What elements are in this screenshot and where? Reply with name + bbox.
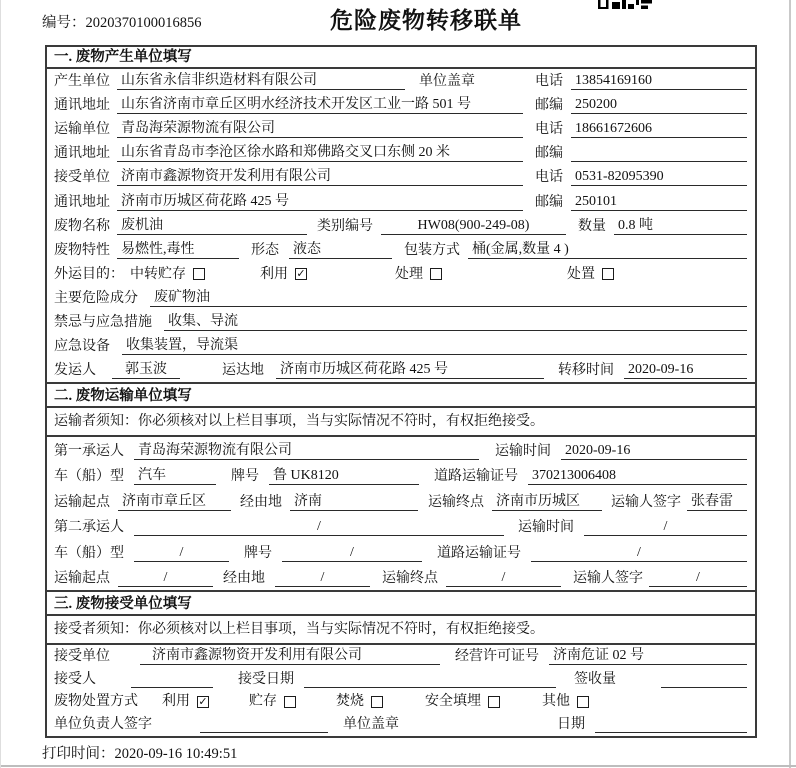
second-route-row xyxy=(47,565,755,591)
receiver-phone-value: 0531-82095390 xyxy=(571,168,747,186)
plate-value: 鲁 UK8120 xyxy=(269,467,419,485)
route-via-value: 济南 xyxy=(290,493,418,511)
producer-address-value: 山东省济南市章丘区明水经济技术开发区工业一路 501 号 xyxy=(117,96,523,114)
disposal-reuse-label: 利用 xyxy=(162,694,190,710)
first-carrier-label: 第一承运人 xyxy=(54,443,124,459)
second-carrier-row xyxy=(47,514,755,540)
route-start-label: 运输起点 xyxy=(54,494,110,510)
disposal-store-checkbox-icon xyxy=(284,696,296,708)
sign-date-label: 日期 xyxy=(557,716,585,732)
receiver-row xyxy=(47,165,755,189)
destination-value: 济南市历城区荷花路 425 号 xyxy=(276,361,544,379)
waste-pack-label: 包装方式 xyxy=(404,242,460,258)
producer-address-row xyxy=(47,93,755,117)
purpose-reuse-checkbox-icon: ✓ xyxy=(296,268,306,281)
license-value: 济南危证 02 号 xyxy=(549,647,747,665)
producer-phone-label: 电话 xyxy=(535,74,563,90)
receiver-zip-label: 邮编 xyxy=(535,194,563,210)
transport-time2-value: / xyxy=(584,518,747,536)
transfer-time-label: 转移时间 xyxy=(558,363,614,379)
accept-person-value xyxy=(131,687,213,688)
waste-form-value: 液态 xyxy=(289,241,392,259)
road-permit-label: 道路运输证号 xyxy=(434,469,518,485)
carrier-sign-value: 张春雷 xyxy=(687,493,747,511)
waste-qty-label: 数量 xyxy=(578,218,606,234)
purpose-option-storage-label: 中转贮存 xyxy=(130,266,186,282)
vehicle-type2-label: 车（船）型 xyxy=(54,545,124,561)
hazard-component-label: 主要危险成分 xyxy=(54,290,138,306)
emergency-measures-row xyxy=(47,310,755,334)
route-start2-value: / xyxy=(118,569,213,587)
transporter-notice: 运输者须知：你必须核对以上栏目事项，当与实际情况不符时，有权拒绝接受。 xyxy=(47,408,755,437)
waste-form-label: 形态 xyxy=(251,242,279,258)
plate-label: 牌号 xyxy=(231,469,259,485)
transport-time-value: 2020-09-16 xyxy=(561,442,747,460)
section-2-header: 二. 废物运输单位填写 xyxy=(47,382,755,408)
waste-traits-row xyxy=(47,238,755,262)
transfer-purpose-row xyxy=(47,262,755,286)
waste-traits-value: 易燃性,毒性 xyxy=(117,241,239,259)
transporter-address-row xyxy=(47,141,755,165)
plate2-value: / xyxy=(282,544,422,562)
print-time-value: 2020-09-16 10:49:51 xyxy=(114,746,238,762)
route-via2-label: 经由地 xyxy=(223,571,265,587)
waste-code-value: HW08(900-249-08) xyxy=(381,217,566,235)
receiver-address-label: 通讯地址 xyxy=(54,194,110,210)
emergency-measures-label: 禁忌与应急措施 xyxy=(54,315,152,331)
emergency-equipment-row xyxy=(47,334,755,358)
producer-seal-label: 单位盖章 xyxy=(419,74,475,90)
accept-date-value xyxy=(304,687,556,688)
emergency-equipment-value: 收集装置，导流渠 xyxy=(122,337,747,355)
section-1-body xyxy=(47,69,755,382)
disposal-incinerate-checkbox-icon xyxy=(371,696,383,708)
second-carrier-label: 第二承运人 xyxy=(54,520,124,536)
transport-time-label: 运输时间 xyxy=(495,443,551,459)
license-label: 经营许可证号 xyxy=(455,648,539,664)
receiver-label: 接受单位 xyxy=(54,170,110,186)
road-permit-value: 370213006408 xyxy=(528,467,747,485)
purpose-treat-checkbox-icon xyxy=(430,268,442,280)
section-3-header: 三. 废物接受单位填写 xyxy=(47,590,755,616)
purpose-option-treat-label: 处理 xyxy=(395,266,423,282)
receiver-phone-label: 电话 xyxy=(535,170,563,186)
carrier-sign2-value: / xyxy=(649,569,747,587)
section-1-header: 一. 废物产生单位填写 xyxy=(47,47,755,69)
producer-zip-value: 250200 xyxy=(571,96,747,114)
signed-amount-label: 签收量 xyxy=(574,671,616,687)
vehicle-type-label: 车（船）型 xyxy=(54,469,124,485)
accept-person-row xyxy=(47,668,755,691)
waste-qty-value: 0.8 吨 xyxy=(614,217,747,235)
page-edge-left xyxy=(0,0,1,768)
doc-number-label: 编号： xyxy=(42,15,86,31)
disposal-store-label: 贮存 xyxy=(249,694,277,710)
disposal-incinerate-label: 焚烧 xyxy=(336,694,364,710)
disposal-landfill-checkbox-icon xyxy=(488,696,500,708)
transporter-value: 青岛海荣源物流有限公司 xyxy=(117,120,523,138)
disposal-other-checkbox-icon xyxy=(577,696,589,708)
receiver-address-row xyxy=(47,189,755,213)
waste-pack-value: 桶(金属,数量 4 ) xyxy=(468,241,747,259)
doc-number-value: 2020370100016856 xyxy=(85,15,202,31)
qr-code-fragment-icon xyxy=(598,0,654,11)
waste-code-label: 类别编号 xyxy=(317,218,373,234)
manifest-form xyxy=(45,45,757,738)
producer-phone-value: 13854169160 xyxy=(571,72,747,90)
transporter-zip-label: 邮编 xyxy=(535,146,563,162)
section-2-body xyxy=(47,437,755,590)
signed-amount-value xyxy=(661,687,747,688)
accept-person-label: 接受人 xyxy=(54,671,96,687)
transporter-address-label: 通讯地址 xyxy=(54,146,110,162)
purpose-option-reuse-label: 利用 xyxy=(260,266,288,282)
accept-unit-label: 接受单位 xyxy=(54,648,110,664)
transporter-row xyxy=(47,117,755,141)
second-carrier-value: / xyxy=(134,518,504,536)
route-end2-label: 运输终点 xyxy=(382,571,438,587)
purpose-option-dispose-label: 处置 xyxy=(567,266,595,282)
disposal-method-row xyxy=(47,691,755,714)
producer-zip-label: 邮编 xyxy=(535,98,563,114)
route-end-value: 济南市历城区 xyxy=(492,493,602,511)
sign-date-value xyxy=(595,732,747,733)
emergency-measures-value: 收集、导流 xyxy=(164,313,747,331)
road-permit2-value: / xyxy=(531,544,747,562)
transporter-phone-label: 电话 xyxy=(535,122,563,138)
dispatch-row xyxy=(47,358,755,382)
transporter-phone-value: 18661672606 xyxy=(571,120,747,138)
accept-unit-value: 济南市鑫源物资开发利用有限公司 xyxy=(140,647,440,665)
responsible-sign-label: 单位负责人签字 xyxy=(54,716,152,732)
waste-name-label: 废物名称 xyxy=(54,218,110,234)
route-end2-value: / xyxy=(446,569,561,587)
carrier-sign-label: 运输人签字 xyxy=(611,494,681,510)
unit-seal-label: 单位盖章 xyxy=(343,716,399,732)
page-edge-right xyxy=(789,0,791,768)
page-title: 危险废物转移联单 xyxy=(330,8,522,33)
print-time-label: 打印时间： xyxy=(42,746,115,762)
print-time xyxy=(42,742,237,763)
receiver-address-value: 济南市历城区荷花路 425 号 xyxy=(117,193,523,211)
transfer-time-value: 2020-09-16 xyxy=(624,361,747,379)
responsible-sign-value xyxy=(200,732,328,733)
hazard-component-value: 废矿物油 xyxy=(150,289,747,307)
transport-time2-label: 运输时间 xyxy=(518,520,574,536)
producer-value: 山东省永信非织造材料有限公司 xyxy=(117,72,405,90)
accept-unit-row xyxy=(47,645,755,668)
disposal-other-label: 其他 xyxy=(542,694,570,710)
route-via2-value: / xyxy=(275,569,370,587)
producer-label: 产生单位 xyxy=(54,74,110,90)
responsible-sign-row xyxy=(47,713,755,736)
receiver-notice: 接受者须知：你必须核对以上栏目事项，当与实际情况不符时，有权拒绝接受。 xyxy=(47,616,755,645)
second-vehicle-row xyxy=(47,539,755,565)
producer-address-label: 通讯地址 xyxy=(54,98,110,114)
accept-date-label: 接受日期 xyxy=(238,671,294,687)
waste-traits-label: 废物特性 xyxy=(54,242,110,258)
vehicle-type-value: 汽车 xyxy=(134,467,216,485)
first-carrier-row xyxy=(47,437,755,463)
page-edge-bottom xyxy=(0,765,796,767)
carrier-sign2-label: 运输人签字 xyxy=(573,571,643,587)
first-route-row xyxy=(47,488,755,514)
vehicle-type2-value: / xyxy=(134,544,229,562)
producer-row xyxy=(47,69,755,93)
destination-label: 运达地 xyxy=(222,363,264,379)
route-end-label: 运输终点 xyxy=(428,494,484,510)
waste-name-row xyxy=(47,214,755,238)
emergency-equipment-label: 应急设备 xyxy=(54,339,110,355)
road-permit2-label: 道路运输证号 xyxy=(437,545,521,561)
waste-name-value: 废机油 xyxy=(117,217,307,235)
disposal-landfill-label: 安全填埋 xyxy=(425,694,481,710)
disposal-method-label: 废物处置方式 xyxy=(54,694,138,710)
transfer-purpose-label: 外运目的： xyxy=(54,266,124,282)
hazard-component-row xyxy=(47,286,755,310)
first-vehicle-row xyxy=(47,463,755,489)
first-carrier-value: 青岛海荣源物流有限公司 xyxy=(134,442,479,460)
receiver-zip-value: 250101 xyxy=(571,193,747,211)
plate2-label: 牌号 xyxy=(244,545,272,561)
transporter-zip-value xyxy=(571,161,747,162)
route-start2-label: 运输起点 xyxy=(54,571,110,587)
route-start-value: 济南市章丘区 xyxy=(118,493,231,511)
purpose-storage-checkbox-icon xyxy=(193,268,205,280)
doc-number xyxy=(42,11,202,32)
transporter-label: 运输单位 xyxy=(54,122,110,138)
route-via-label: 经由地 xyxy=(240,494,282,510)
section-3-body xyxy=(47,645,755,736)
purpose-dispose-checkbox-icon xyxy=(602,268,614,280)
dispatcher-label: 发运人 xyxy=(54,363,96,379)
dispatcher-value: 郭玉波 xyxy=(112,361,180,379)
disposal-reuse-checkbox-icon: ✓ xyxy=(198,695,208,708)
transporter-address-value: 山东省青岛市李沧区徐水路和郑佛路交叉口东侧 20 米 xyxy=(117,144,523,162)
receiver-value: 济南市鑫源物资开发利用有限公司 xyxy=(117,168,523,186)
